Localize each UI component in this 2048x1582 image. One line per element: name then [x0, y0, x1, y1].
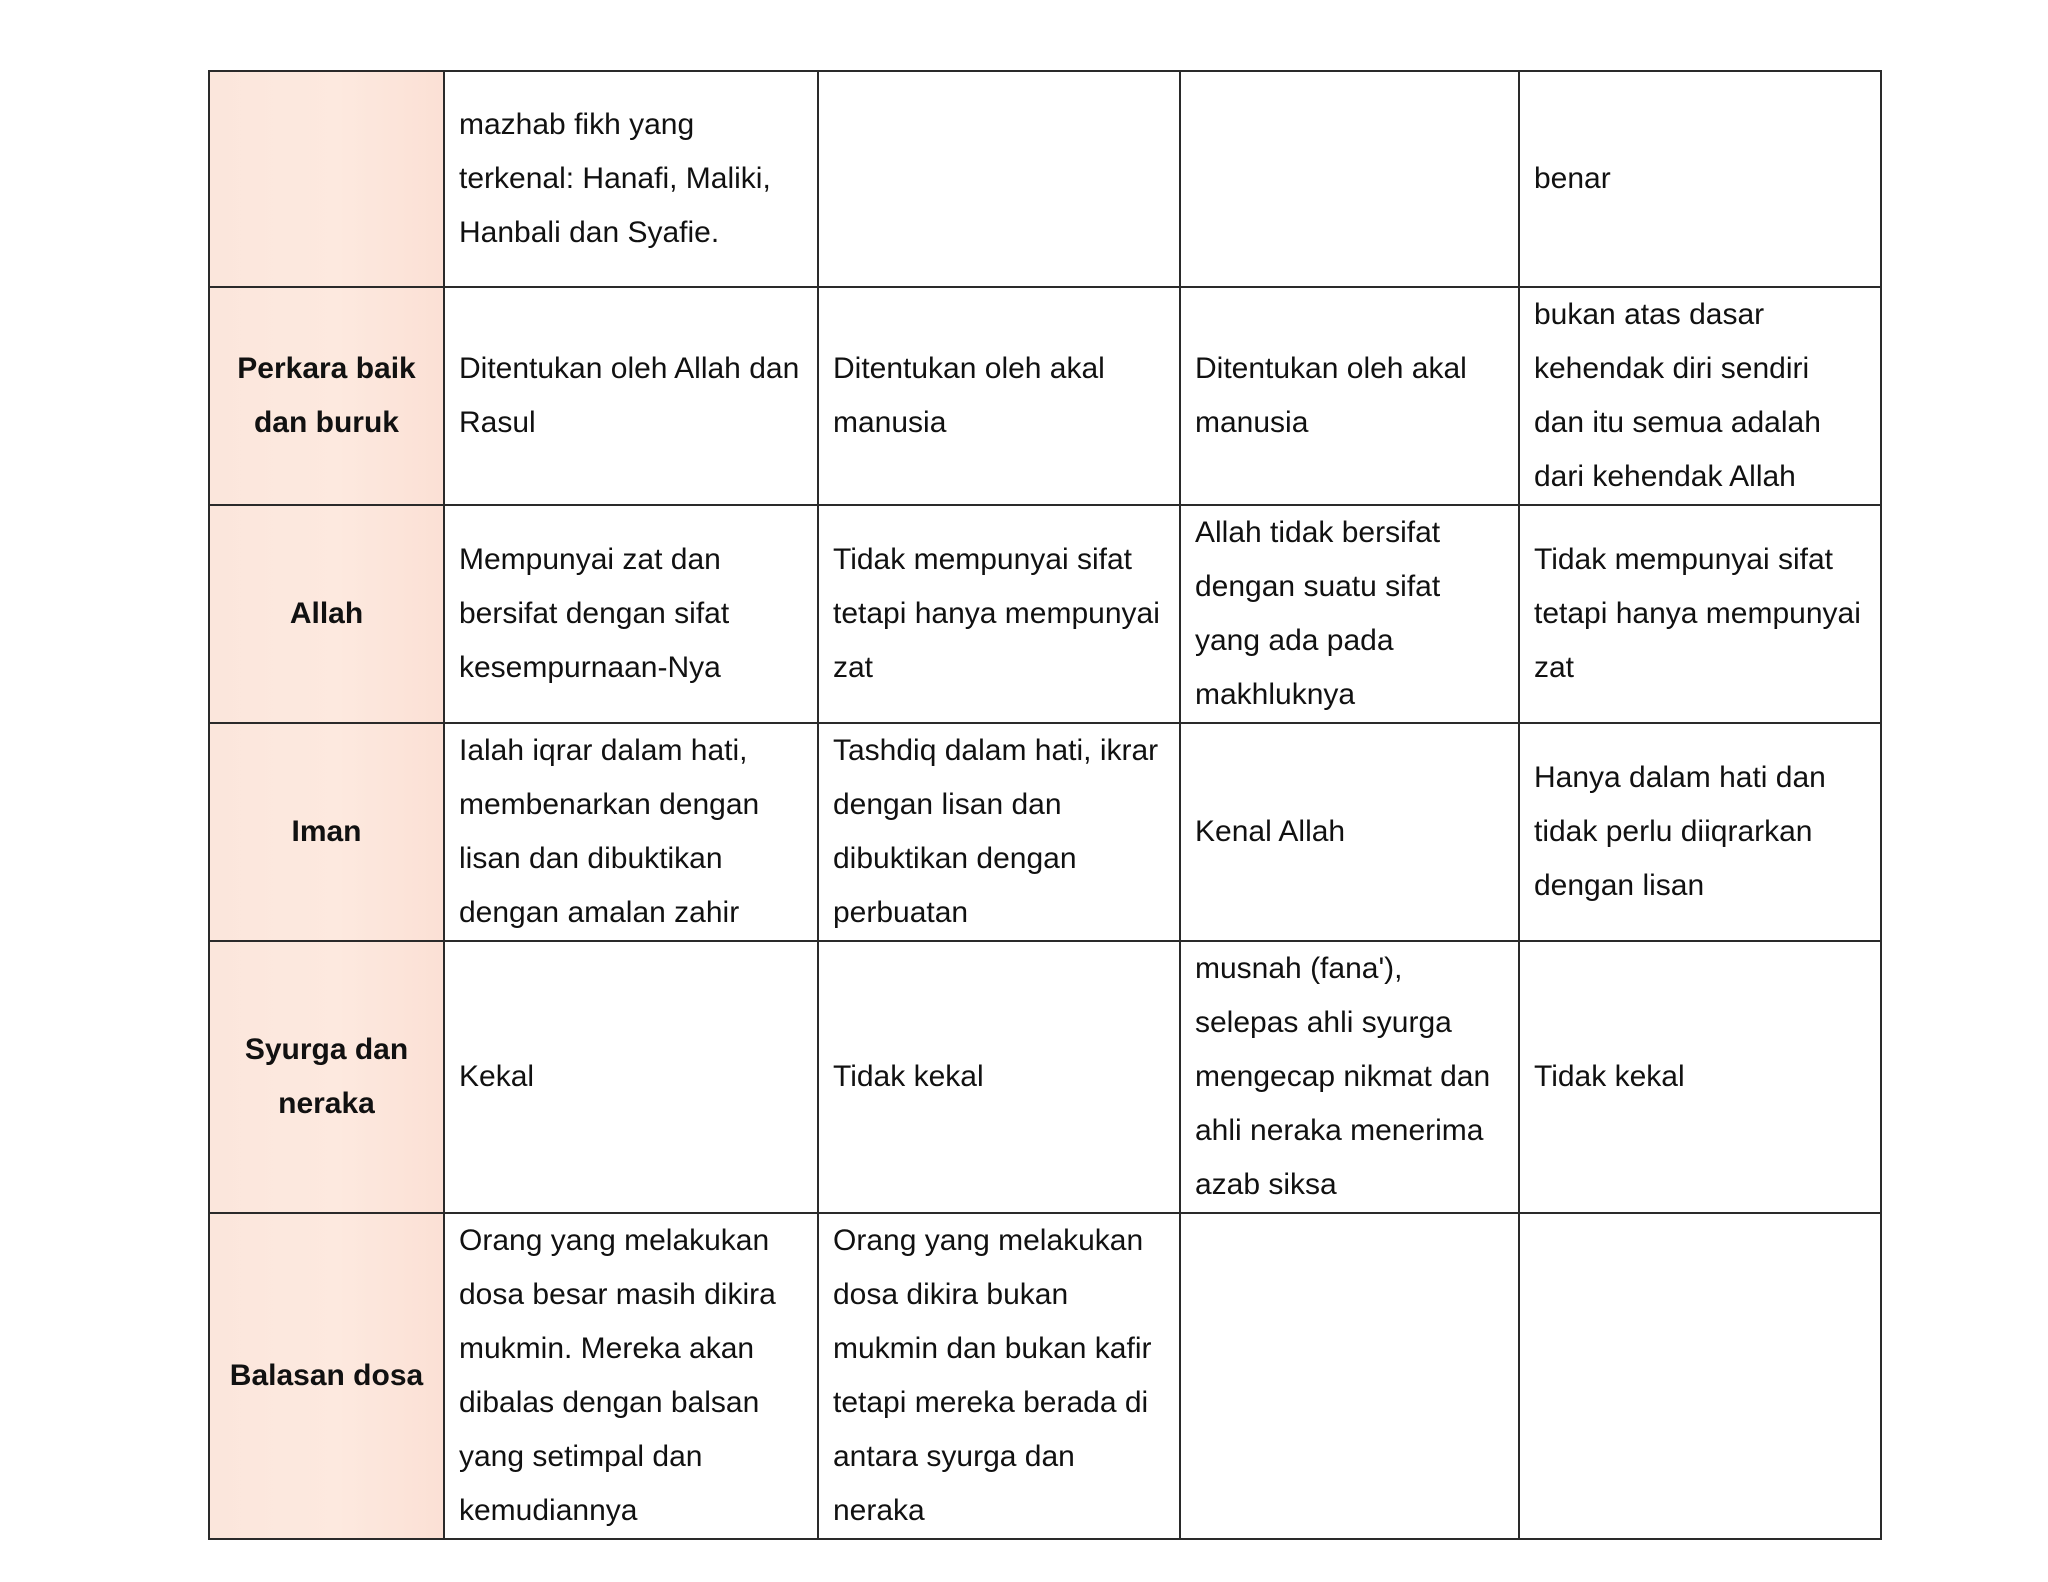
- table-row: [209, 941, 1881, 1213]
- cell-text: Ditentukan oleh Allah dan Rasul: [459, 352, 800, 439]
- table-cell: [444, 1213, 818, 1539]
- cell-text: Ditentukan oleh akal manusia: [1195, 352, 1467, 439]
- cell-text: Tidak mempunyai sifat tetapi hanya mempunyai zat: [1534, 543, 1861, 684]
- cell-text: Ditentukan oleh akal manusia: [833, 352, 1105, 439]
- cell-text: benar: [1534, 162, 1611, 195]
- cell-text: Tidak mempunyai sifat tetapi hanya mempunyai zat: [833, 543, 1160, 684]
- table-row: [209, 287, 1881, 505]
- cell-text: Hanya dalam hati dan tidak perlu diiqrarkan dengan lisan: [1534, 761, 1826, 902]
- table-cell: [1519, 71, 1881, 287]
- table-cell: [1519, 723, 1881, 941]
- table-cell: [444, 71, 818, 287]
- row-label-cell: [209, 941, 444, 1213]
- row-label-cell: [209, 287, 444, 505]
- cell-text: musnah (fana'), selepas ahli syurga mengecap nikmat dan ahli neraka menerima azab siksa: [1195, 952, 1491, 1201]
- cell-text: mazhab fikh yang terkenal: Hanafi, Maliki, Hanbali dan Syafie.: [459, 108, 771, 249]
- table-row: [209, 505, 1881, 723]
- row-label-cell: [209, 1213, 444, 1539]
- row-label: Perkara baik dan buruk: [237, 352, 416, 439]
- row-label: Allah: [289, 597, 364, 630]
- row-label: Syurga dan neraka: [244, 1033, 409, 1120]
- row-label-cell: [209, 71, 444, 287]
- row-label: Balasan dosa: [229, 1359, 424, 1392]
- cell-text: Mempunyai zat dan bersifat dengan sifat kesempurnaan-Nya: [459, 543, 730, 684]
- table-cell: [818, 505, 1180, 723]
- cell-text: Orang yang melakukan dosa besar masih dikira mukmin. Mereka akan dibalas dengan balsan yang setimpal dan kemudiannya: [459, 1224, 776, 1527]
- table-cell: [1519, 287, 1881, 505]
- table-cell: [818, 1213, 1180, 1539]
- row-label-cell: [209, 723, 444, 941]
- row-label-cell: [209, 505, 444, 723]
- table-cell: [1519, 505, 1881, 723]
- table-cell: [1180, 941, 1519, 1213]
- table-cell: [1180, 287, 1519, 505]
- cell-text: Allah tidak bersifat dengan suatu sifat yang ada pada makhluknya: [1195, 516, 1441, 711]
- cell-text: Tidak kekal: [833, 1060, 984, 1093]
- cell-text: Tashdiq dalam hati, ikrar dengan lisan dan dibuktikan dengan perbuatan: [833, 734, 1159, 929]
- table-row: [209, 71, 1881, 287]
- table-cell: [1180, 505, 1519, 723]
- cell-text: Tidak kekal: [1534, 1060, 1685, 1093]
- cell-text: Orang yang melakukan dosa dikira bukan mukmin dan bukan kafir tetapi mereka berada di antara syurga dan neraka: [833, 1224, 1152, 1527]
- table-cell: [444, 505, 818, 723]
- table-cell: [444, 941, 818, 1213]
- table-cell: [1180, 723, 1519, 941]
- row-label: Iman: [291, 815, 362, 848]
- cell-text: Kenal Allah: [1195, 815, 1346, 848]
- table-cell: [1519, 1213, 1881, 1539]
- table-cell: [1180, 71, 1519, 287]
- table-cell: [444, 723, 818, 941]
- table-cell: [818, 71, 1180, 287]
- table-cell: [818, 723, 1180, 941]
- table-row: [209, 1213, 1881, 1539]
- table-cell: [1519, 941, 1881, 1213]
- cell-text: Kekal: [459, 1060, 535, 1093]
- table-cell: [1180, 1213, 1519, 1539]
- cell-text: Ialah iqrar dalam hati, membenarkan dengan lisan dan dibuktikan dengan amalan zahir: [459, 734, 760, 929]
- table-row: [209, 723, 1881, 941]
- comparison-table: [208, 70, 1882, 1540]
- table-cell: [444, 287, 818, 505]
- cell-text: bukan atas dasar kehendak diri sendiri dan itu semua adalah dari kehendak Allah: [1534, 298, 1821, 493]
- table-cell: [818, 287, 1180, 505]
- table-cell: [818, 941, 1180, 1213]
